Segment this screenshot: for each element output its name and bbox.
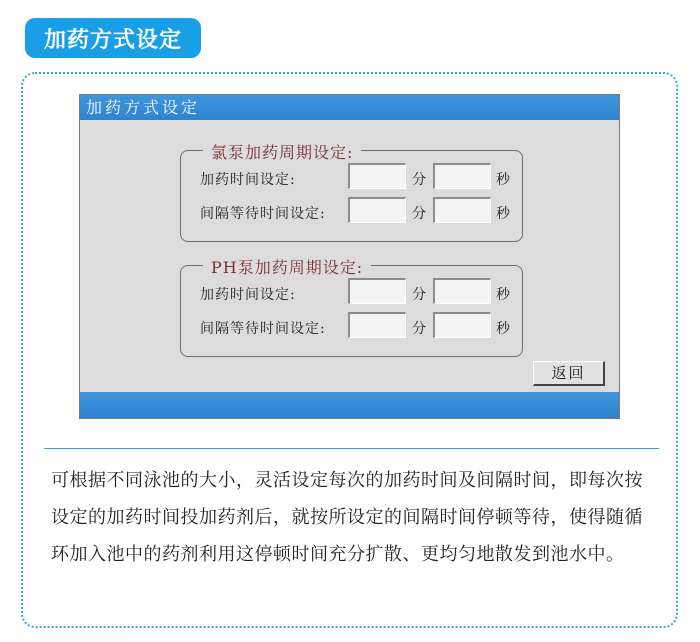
hmi-screen [79, 94, 620, 419]
chlorine-interval-row [181, 197, 524, 225]
minutes-unit-label: 分 [412, 287, 426, 303]
chlorine-dosing-time-minutes-input[interactable] [348, 163, 406, 189]
ph-dosing-time-label: 加药时间设定: [200, 287, 296, 303]
ph-interval-label: 间隔等待时间设定: [200, 321, 326, 337]
screen-title-bar: 加药方式设定 [80, 95, 619, 120]
ph-dosing-time-row [181, 278, 524, 306]
divider [44, 448, 659, 449]
ph-interval-row [181, 312, 524, 340]
ph-pump-group [180, 258, 523, 357]
chlorine-dosing-time-row [181, 163, 524, 191]
screen-footer-bar [80, 392, 619, 418]
ph-interval-minutes-input[interactable] [348, 312, 406, 338]
minutes-unit-label: 分 [412, 206, 426, 222]
seconds-unit-label: 秒 [496, 321, 510, 337]
ph-interval-seconds-input[interactable] [433, 312, 491, 338]
ph-pump-group-legend: PH泵加药周期设定: [203, 255, 371, 278]
seconds-unit-label: 秒 [496, 172, 510, 188]
chlorine-interval-seconds-input[interactable] [433, 197, 491, 223]
description-text: 可根据不同泳池的大小，灵活设定每次的加药时间及间隔时间，即每次按设定的加药时间投加药剂后，就按所设定的间隔时间停顿等待，使得随循环加入池中的药剂利用这停顿时间充分扩散、更均匀地散发到池水中。 [51, 470, 643, 565]
minutes-unit-label: 分 [412, 172, 426, 188]
section-title: 加药方式设定 [25, 18, 201, 58]
chlorine-dosing-time-label: 加药时间设定: [200, 172, 296, 188]
ph-dosing-time-minutes-input[interactable] [348, 278, 406, 304]
seconds-unit-label: 秒 [496, 287, 510, 303]
chlorine-pump-group-legend: 氯泵加药周期设定: [203, 140, 361, 163]
chlorine-interval-minutes-input[interactable] [348, 197, 406, 223]
chlorine-dosing-time-seconds-input[interactable] [433, 163, 491, 189]
ph-dosing-time-seconds-input[interactable] [433, 278, 491, 304]
chlorine-pump-group [180, 143, 523, 242]
minutes-unit-label: 分 [412, 321, 426, 337]
seconds-unit-label: 秒 [496, 206, 510, 222]
back-button[interactable]: 返回 [533, 361, 605, 386]
chlorine-interval-label: 间隔等待时间设定: [200, 206, 326, 222]
